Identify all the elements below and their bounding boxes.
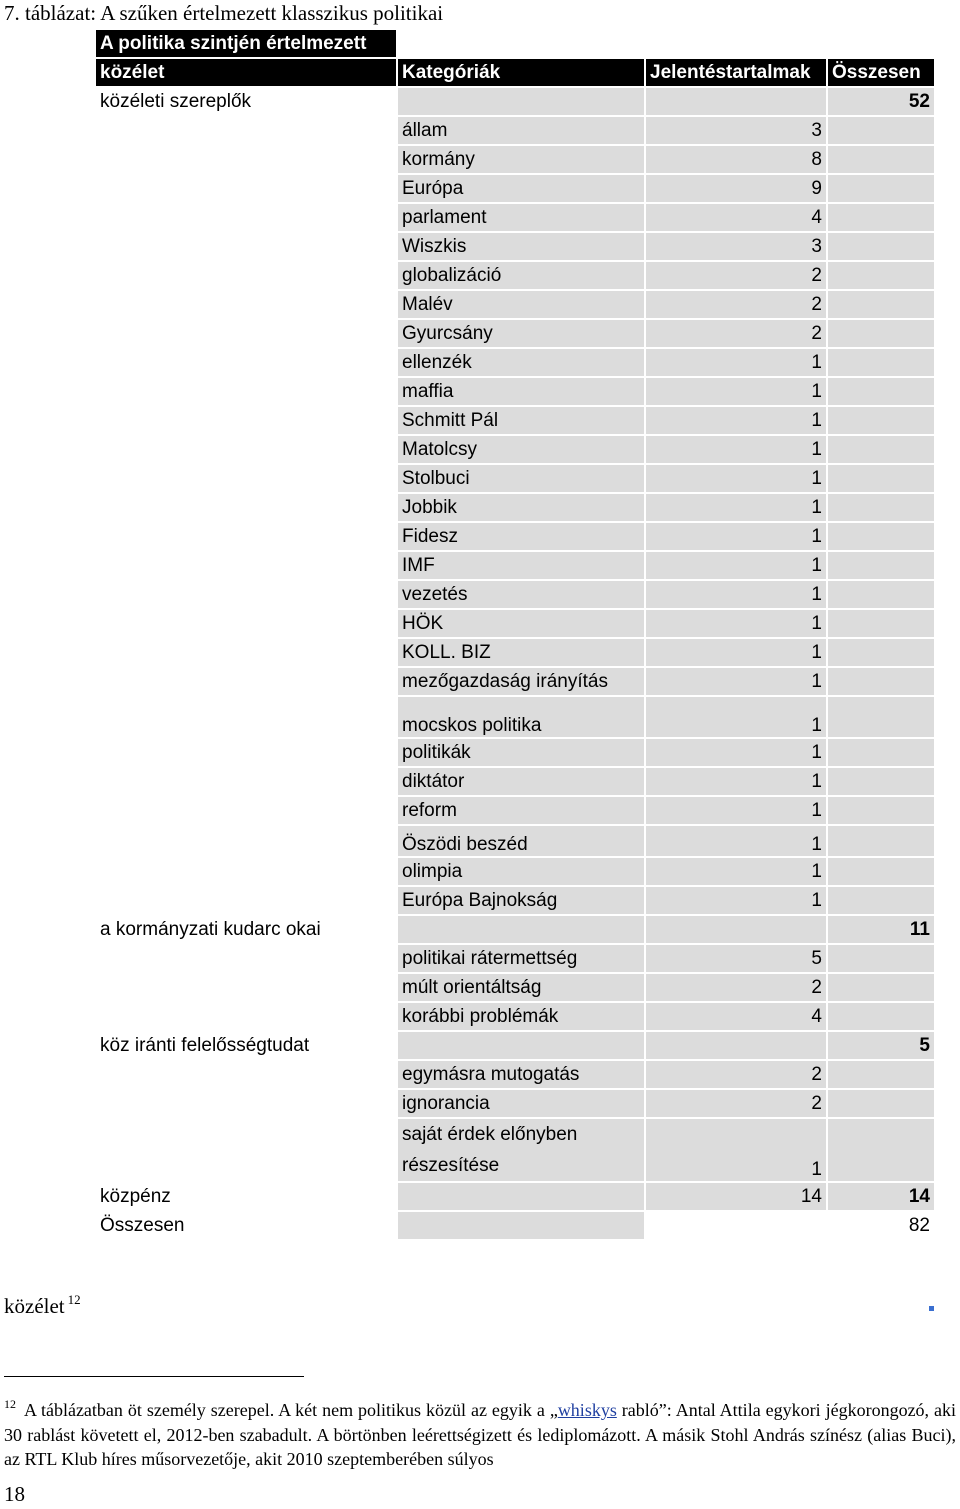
- group-total: 11: [828, 916, 934, 943]
- header-blank: [828, 30, 934, 57]
- meaning-cell: [646, 1212, 826, 1239]
- header-blank: [398, 30, 644, 57]
- group-blank: [96, 407, 396, 434]
- header-col1-line1: A politika szintjén értelmezett: [96, 30, 396, 57]
- total-cell: [828, 1061, 934, 1088]
- group-blank: [96, 1090, 396, 1117]
- group-blank: [96, 945, 396, 972]
- group-blank: [96, 320, 396, 347]
- group-total: 52: [828, 88, 934, 115]
- meaning-value: 1: [646, 581, 826, 608]
- meaning-value: 1: [646, 378, 826, 405]
- header-col1-line2: közélet: [96, 59, 396, 86]
- kozpenz-row: [96, 1183, 934, 1210]
- group-blank: [96, 494, 396, 521]
- category-label: Európa Bajnokság: [398, 887, 644, 914]
- group-blank: [96, 610, 396, 637]
- category-label: KOLL. BIZ: [398, 639, 644, 666]
- side-label-text: közélet: [4, 1294, 65, 1318]
- table-row: [96, 581, 934, 608]
- group-total: 5: [828, 1032, 934, 1059]
- page-number: 18: [4, 1482, 25, 1506]
- total-cell: [828, 858, 934, 885]
- table-row: [96, 858, 934, 885]
- category-label: ellenzék: [398, 349, 644, 376]
- table-row: [96, 974, 934, 1001]
- table-row: [96, 797, 934, 824]
- table-row: [96, 945, 934, 972]
- total-cell: [828, 697, 934, 737]
- category-label: Európa: [398, 175, 644, 202]
- meaning-cell: [646, 916, 826, 943]
- meaning-value: 2: [646, 1090, 826, 1117]
- category-label: HÖK: [398, 610, 644, 637]
- category-cell: [398, 1212, 644, 1239]
- group-blank: [96, 858, 396, 885]
- category-label: vezetés: [398, 581, 644, 608]
- group-blank: [96, 175, 396, 202]
- meaning-value: 1: [646, 739, 826, 766]
- header-categories: Kategóriák: [398, 59, 644, 86]
- total-row: [96, 1212, 934, 1239]
- meaning-value: 2: [646, 262, 826, 289]
- group-row: [96, 1032, 934, 1059]
- table-row: [96, 1119, 934, 1181]
- total-cell: [828, 797, 934, 824]
- table-row: [96, 291, 934, 318]
- group-blank: [96, 1061, 396, 1088]
- group-blank: [96, 349, 396, 376]
- group-name: közpénz: [96, 1183, 396, 1210]
- meaning-value: 4: [646, 204, 826, 231]
- table-row: [96, 768, 934, 795]
- total-cell: [828, 146, 934, 173]
- meaning-value: 1: [646, 465, 826, 492]
- total-cell: [828, 204, 934, 231]
- category-label: diktátor: [398, 768, 644, 795]
- category-label: Wiszkis: [398, 233, 644, 260]
- meaning-cell: [646, 88, 826, 115]
- category-label: Öszödi beszéd: [398, 826, 644, 856]
- table-row: [96, 523, 934, 550]
- table-caption: 7. táblázat: A szűken értelmezett klasszikus politikai: [4, 1, 444, 25]
- total-cell: [828, 739, 934, 766]
- total-cell: [828, 175, 934, 202]
- table-row: [96, 117, 934, 144]
- total-cell: [828, 1090, 934, 1117]
- header-row-2: [96, 59, 934, 86]
- total-cell: [828, 407, 934, 434]
- table-row: [96, 465, 934, 492]
- meaning-value: 1: [646, 887, 826, 914]
- category-label: mezőgazdaság irányítás: [398, 668, 644, 695]
- table-row: [96, 1061, 934, 1088]
- table-row: [96, 436, 934, 463]
- total-cell: [828, 436, 934, 463]
- group-name: közéleti szereplők: [96, 88, 396, 115]
- meaning-value: 1: [646, 797, 826, 824]
- total-cell: [828, 523, 934, 550]
- group-total: 14: [828, 1183, 934, 1210]
- group-blank: [96, 378, 396, 405]
- category-label: maffia: [398, 378, 644, 405]
- total-cell: [828, 494, 934, 521]
- group-name: köz iránti felelősségtudat: [96, 1032, 396, 1059]
- table-row: [96, 1090, 934, 1117]
- table-row: [96, 826, 934, 856]
- meaning-value: 8: [646, 146, 826, 173]
- category-cell: [398, 1032, 644, 1059]
- total-cell: [828, 320, 934, 347]
- group-blank: [96, 465, 396, 492]
- total-cell: [828, 349, 934, 376]
- group-blank: [96, 117, 396, 144]
- table-row: [96, 1003, 934, 1030]
- table-row: [96, 739, 934, 766]
- footnote: [4, 1392, 956, 1472]
- side-label: [4, 1292, 81, 1319]
- category-label: Stolbuci: [398, 465, 644, 492]
- category-label: Jobbik: [398, 494, 644, 521]
- total-cell: [828, 610, 934, 637]
- meaning-value: 2: [646, 291, 826, 318]
- group-row: [96, 88, 934, 115]
- meaning-value: 1: [646, 610, 826, 637]
- meaning-value: 1: [646, 494, 826, 521]
- meaning-value: 1: [646, 826, 826, 856]
- group-blank: [96, 668, 396, 695]
- group-row: [96, 916, 934, 943]
- table-row: [96, 887, 934, 914]
- group-blank: [96, 1003, 396, 1030]
- table-row: [96, 378, 934, 405]
- group-blank: [96, 887, 396, 914]
- meaning-value: 1: [646, 668, 826, 695]
- category-label: mocskos politika: [398, 697, 644, 737]
- group-blank: [96, 697, 396, 737]
- total-cell: [828, 465, 934, 492]
- table-row: [96, 233, 934, 260]
- group-blank: [96, 291, 396, 318]
- group-blank: [96, 768, 396, 795]
- edit-marker-icon: [929, 1306, 934, 1311]
- footnote-text-2: rabló”: Antal Attila egykori jégkorongozó, aki 30 rablást követett el, 2012-ben szabadult. A börtönben leérettségizett és lediplomázott. A másik Stohl András színész (alias Buci), az RTL Klub híres műsorvezetője, akit 2010 szeptemberében súlyos: [4, 1400, 957, 1469]
- category-label: Fidesz: [398, 523, 644, 550]
- group-blank: [96, 974, 396, 1001]
- total-cell: [828, 639, 934, 666]
- data-table: [94, 28, 936, 1241]
- meaning-value: 1: [646, 436, 826, 463]
- meaning-value: 2: [646, 1061, 826, 1088]
- category-label: korábbi problémák: [398, 1003, 644, 1030]
- total-cell: [828, 945, 934, 972]
- meaning-value: 3: [646, 117, 826, 144]
- group-blank: [96, 797, 396, 824]
- group-blank: [96, 436, 396, 463]
- category-label: Malév: [398, 291, 644, 318]
- total-cell: [828, 552, 934, 579]
- table-row: [96, 175, 934, 202]
- group-name: a kormányzati kudarc okai: [96, 916, 396, 943]
- footnote-link[interactable]: whiskys: [557, 1400, 617, 1420]
- header-total: Összesen: [828, 59, 934, 86]
- category-label: reform: [398, 797, 644, 824]
- category-label: kormány: [398, 146, 644, 173]
- total-label: Összesen: [96, 1212, 396, 1239]
- total-cell: [828, 887, 934, 914]
- footnote-separator: [4, 1376, 304, 1377]
- category-label: [398, 1119, 644, 1181]
- category-label: Gyurcsány: [398, 320, 644, 347]
- total-cell: [828, 581, 934, 608]
- category-label: parlament: [398, 204, 644, 231]
- table-row: [96, 668, 934, 695]
- category-cell: [398, 88, 644, 115]
- meaning-value: 1: [646, 697, 826, 737]
- table-row: [96, 262, 934, 289]
- total-cell: [828, 233, 934, 260]
- table-row: [96, 320, 934, 347]
- total-cell: [828, 668, 934, 695]
- table-row: [96, 494, 934, 521]
- total-cell: [828, 262, 934, 289]
- total-cell: [828, 291, 934, 318]
- group-blank: [96, 204, 396, 231]
- table-row: [96, 610, 934, 637]
- header-blank: [646, 30, 826, 57]
- table-body: [96, 30, 934, 1239]
- table-row: [96, 407, 934, 434]
- group-blank: [96, 233, 396, 260]
- group-blank: [96, 581, 396, 608]
- meaning-value: 3: [646, 233, 826, 260]
- table-row: [96, 204, 934, 231]
- meaning-value: 9: [646, 175, 826, 202]
- category-label-line1: saját érdek előnyben: [402, 1124, 578, 1145]
- category-label: olimpia: [398, 858, 644, 885]
- category-label: Schmitt Pál: [398, 407, 644, 434]
- category-label-line2: részesítése: [402, 1155, 500, 1176]
- meaning-value: 14: [646, 1183, 826, 1210]
- group-blank: [96, 262, 396, 289]
- grand-total: 82: [828, 1212, 934, 1239]
- meaning-value: 2: [646, 320, 826, 347]
- meaning-value: 1: [646, 523, 826, 550]
- table-row: [96, 349, 934, 376]
- footnote-text-1: A táblázatban öt személy szerepel. A két nem politikus közül az egyik a „: [24, 1400, 558, 1420]
- total-cell: [828, 378, 934, 405]
- group-blank: [96, 1119, 396, 1181]
- meaning-value: 1: [646, 639, 826, 666]
- table-row: [96, 146, 934, 173]
- category-label: IMF: [398, 552, 644, 579]
- total-cell: [828, 826, 934, 856]
- meaning-value: 1: [646, 768, 826, 795]
- meaning-value: 1: [646, 858, 826, 885]
- group-blank: [96, 146, 396, 173]
- meaning-cell: [646, 1032, 826, 1059]
- group-blank: [96, 639, 396, 666]
- total-cell: [828, 117, 934, 144]
- table-row: [96, 552, 934, 579]
- total-cell: [828, 1003, 934, 1030]
- group-blank: [96, 826, 396, 856]
- category-label: ignorancia: [398, 1090, 644, 1117]
- footnote-number: 12: [4, 1397, 16, 1411]
- meaning-value: 4: [646, 1003, 826, 1030]
- total-cell: [828, 1119, 934, 1181]
- category-cell: [398, 916, 644, 943]
- table-row: [96, 639, 934, 666]
- category-label: egymásra mutogatás: [398, 1061, 644, 1088]
- group-blank: [96, 739, 396, 766]
- meaning-value: 2: [646, 974, 826, 1001]
- meaning-value: 5: [646, 945, 826, 972]
- category-label: globalizáció: [398, 262, 644, 289]
- category-label: politikai rátermettség: [398, 945, 644, 972]
- total-cell: [828, 974, 934, 1001]
- meaning-value: 1: [646, 1119, 826, 1181]
- total-cell: [828, 768, 934, 795]
- group-blank: [96, 523, 396, 550]
- footnote-ref[interactable]: 12: [67, 1292, 81, 1307]
- table-row: [96, 697, 934, 737]
- group-blank: [96, 552, 396, 579]
- meaning-value: 1: [646, 552, 826, 579]
- meaning-value: 1: [646, 407, 826, 434]
- category-label: múlt orientáltság: [398, 974, 644, 1001]
- category-cell: [398, 1183, 644, 1210]
- header-row-1: [96, 30, 934, 57]
- category-label: állam: [398, 117, 644, 144]
- category-label: Matolcsy: [398, 436, 644, 463]
- header-meanings: Jelentéstartalmak: [646, 59, 826, 86]
- meaning-value: 1: [646, 349, 826, 376]
- category-label: politikák: [398, 739, 644, 766]
